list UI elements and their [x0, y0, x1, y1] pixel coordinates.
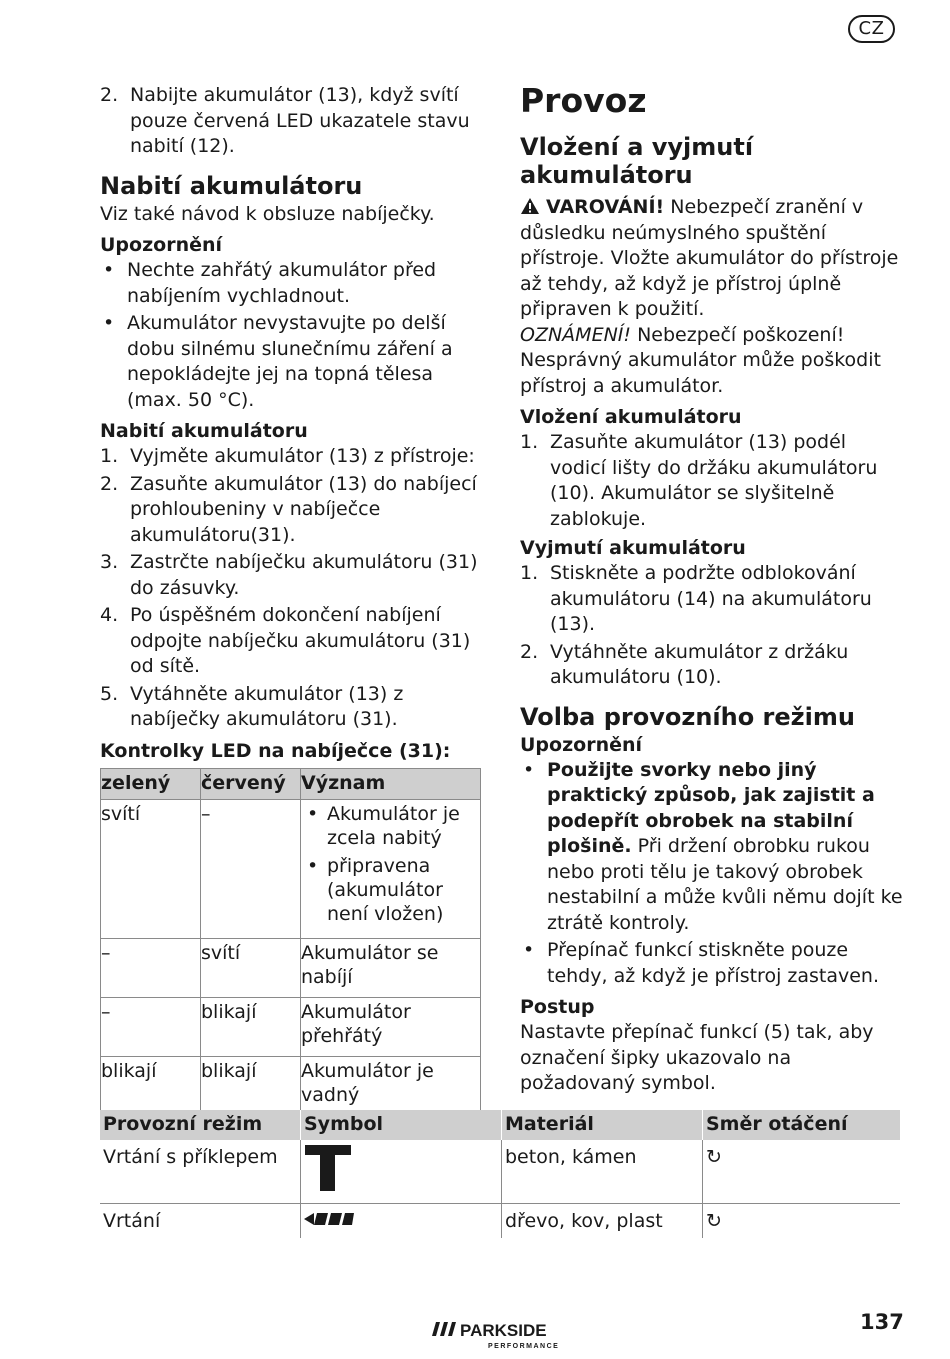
- insert-steps: [520, 430, 906, 532]
- list-item: 2. Vytáhněte akumulátor z držáku akumulátoru (10).: [520, 640, 849, 688]
- list-item: 5. Vytáhněte akumulátor (13) z nabíječky akumulátoru (31).: [100, 682, 404, 730]
- remove-subtitle: Vyjmutí akumulátoru: [520, 537, 746, 559]
- charging-steps: [100, 444, 484, 733]
- brand-logo-graphic: [430, 1318, 590, 1352]
- rotation-clockwise-icon: ↻: [703, 1204, 901, 1239]
- mode-note-list: [520, 758, 906, 990]
- section-title-mode: Volba provozního režimu: [520, 702, 855, 731]
- led-table: [100, 768, 481, 1116]
- led-table-title: Kontrolky LED na nabíječce (31):: [100, 739, 451, 762]
- note-title: Upozornění: [100, 234, 223, 256]
- list-item: 2. Zasuňte akumulátor (13) do nabíjecí prohloubeniny v nabíječce akumulátoru(31).: [100, 472, 477, 546]
- warning-text: Nebezpečí zranění v důsledku neúmyslného spuštění přístroje. Vložte akumulátor do přístroje až tehdy, až když je přístroj úplně připraven k použití.: [520, 196, 899, 320]
- remove-steps: [520, 561, 906, 691]
- warning-paragraph: [520, 195, 906, 323]
- notice-label: OZNÁMENÍ!: [520, 323, 632, 346]
- drill-icon: [304, 1211, 356, 1227]
- brand-name: PARKSIDE: [460, 1321, 547, 1340]
- section-title-insert-remove: Vložení a vyjmutí akumulátoru: [520, 133, 754, 189]
- list-item: 3. Zastrčte nabíječku akumulátoru (31) do zásuvky.: [100, 551, 478, 599]
- procedure-text: Nastavte přepínač funkcí (5) tak, aby označení šipky ukazovalo na požadovaný symbol.: [520, 1021, 874, 1094]
- left-column: [100, 83, 484, 1116]
- steps-title: Nabití akumulátoru: [100, 420, 308, 442]
- list-item: 1. Stiskněte a podržte odblokování akumulátoru (14) na akumulátoru (13).: [520, 562, 872, 635]
- insert-subtitle: Vložení akumulátoru: [520, 406, 742, 428]
- table-row: svítí – • Akumulátor je zcela nabitý • připravena (akumulátor není vložen): [101, 799, 481, 938]
- brand-sub: PERFORMANCE: [488, 1343, 560, 1350]
- rotation-clockwise-icon: ↻: [703, 1140, 901, 1204]
- procedure-title: Postup: [520, 996, 595, 1018]
- table-row: Vrtání s příklepem beton, kámen ↻: [100, 1140, 900, 1204]
- notice-text: Nebezpečí poškození! Nesprávný akumulátor může poškodit přístroj a akumulátor.: [520, 323, 881, 397]
- section-title-charging: Nabití akumulátoru: [100, 171, 363, 200]
- intro-list: [100, 83, 484, 160]
- table-row: – svítí Akumulátor se nabíjí: [101, 938, 481, 997]
- list-item: • Přepínač funkcí stiskněte pouze tehdy, až když je přístroj zastaven.: [523, 939, 880, 987]
- list-item: 2. Nabijte akumulátor (13), když svítí pouze červená LED ukazatele stavu nabití (12).: [100, 84, 470, 157]
- table-row: – blikají Akumulátor přehřátý: [101, 997, 481, 1056]
- note-list: [100, 258, 484, 413]
- list-item: • Akumulátor nevystavujte po delší dobu silnému slunečnímu záření a nepokládejte jej na topná tělesa (max. 50 °C).: [103, 312, 453, 411]
- table-header-row: zelený červený Význam: [101, 768, 481, 799]
- warning-icon: [520, 197, 540, 215]
- list-item: • Nechte zahřátý akumulátor před nabíjením vychladnout.: [103, 259, 437, 307]
- page-number: 137: [860, 1310, 904, 1334]
- list-item: 1. Zasuňte akumulátor (13) podél vodicí lišty do držáku akumulátoru (10). Akumulátor se slyšitelně zablokuje.: [520, 431, 878, 530]
- page-title: Provoz: [520, 81, 647, 120]
- operating-mode-table: [100, 1110, 900, 1238]
- table-row: Vrtání dřevo, kov, plast ↻: [100, 1204, 900, 1239]
- list-item: • Použijte svorky nebo jiný praktický způsob, jak zajistit a podepřít obrobek na stabilní plošině. Při držení obrobku rukou nebo proti tělu je takový obrobek nestabilní a může kvůli němu dojít ke ztrátě kontroly.: [523, 758, 903, 934]
- language-badge: CZ: [848, 15, 895, 43]
- mode-note-title: Upozornění: [520, 733, 643, 756]
- brand-logo: [430, 1318, 590, 1352]
- charger-reference: Viz také návod k obsluze nabíječky.: [100, 202, 435, 225]
- table-header-row: Provozní režim Symbol Materiál Směr otáčení: [100, 1110, 900, 1140]
- list-item: 1. Vyjměte akumulátor (13) z přístroje:: [100, 445, 475, 467]
- hammer-icon: [304, 1144, 352, 1192]
- notice-paragraph: [520, 323, 906, 400]
- table-row: blikají blikají Akumulátor je vadný: [101, 1056, 481, 1115]
- list-item: 4. Po úspěšném dokončení nabíjení odpojte nabíječku akumulátoru (31) od sítě.: [100, 604, 471, 677]
- right-column: [520, 83, 906, 1097]
- warning-label: VAROVÁNÍ!: [546, 196, 665, 218]
- list-item: • Akumulátor je zcela nabitý: [307, 802, 460, 849]
- list-item: • připravena (akumulátor není vložen): [307, 854, 444, 925]
